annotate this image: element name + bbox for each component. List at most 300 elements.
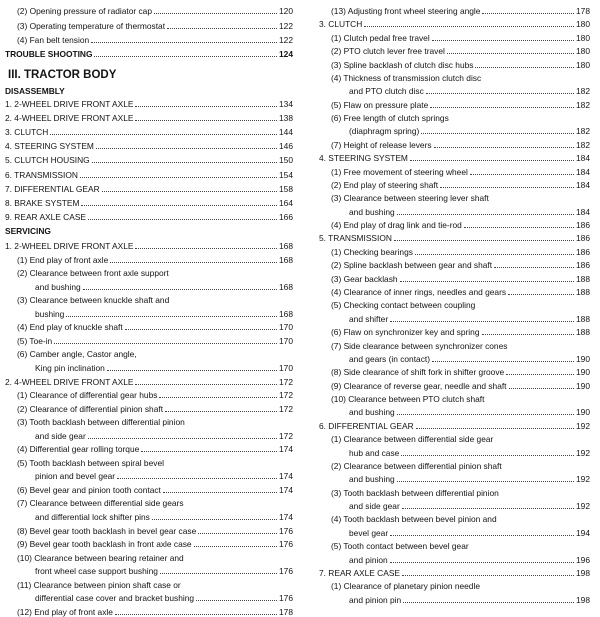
dot-leader [194,546,277,547]
page-number: 180 [576,59,590,70]
entry-title: and side gear [349,501,400,512]
toc-entry-servicing [318,247,590,257]
toc-entry-servicing [4,417,293,427]
entry-title: 4. STEERING SYSTEM [319,153,408,164]
dot-leader [88,219,277,220]
toc-entry [4,6,293,16]
dot-leader [198,533,277,534]
dot-leader [447,53,574,54]
toc-entry-servicing [318,274,590,284]
page-number: 176 [279,566,293,577]
entry-title: (4) Tooth backlash between bevel pinion and [331,514,497,525]
page-number: 198 [576,567,590,578]
toc-entry-disassembly [4,198,293,208]
entry-title: and bushing [349,407,395,418]
entry-title: (4) End play of knuckle shaft [17,322,123,333]
page-number: 188 [576,286,590,297]
page-number: 178 [576,6,590,16]
toc-entry-servicing [318,314,590,324]
toc-entry-servicing [318,514,590,524]
toc-entry-servicing [4,268,293,278]
toc-entry-servicing [318,86,590,96]
toc-entry-disassembly [4,184,293,194]
entry-title: and pinion [349,554,388,565]
page-number: 188 [576,273,590,284]
entry-title: (2) Clearance of differential pinion shaft [17,403,164,414]
entry-title: (8) Side clearance of shift fork in shifter groove [331,367,505,378]
entry-title: and pinion pin [349,594,402,605]
page-number: 172 [279,390,293,401]
entry-title: 9. REAR AXLE CASE [5,211,86,222]
entry-title: 3. CLUTCH [319,19,363,30]
toc-entry-servicing [318,595,590,605]
toc-entry-servicing [318,153,590,163]
entry-title: 2. 4-WHEEL DRIVE FRONT AXLE [5,113,134,124]
toc-entry-servicing [318,220,590,230]
entry-title: 1. 2-WHEEL DRIVE FRONT AXLE [5,241,134,251]
dot-leader [154,13,277,14]
entry-title: (7) Height of release levers [331,139,432,150]
dot-leader [91,42,277,43]
page-number: 172 [279,430,293,441]
page-number: 182 [576,99,590,110]
entry-title: (2) Clearance between front axle support [17,268,169,279]
toc-entry-disassembly [4,113,293,123]
entry-title: (1) Free movement of steering wheel [331,166,468,177]
toc-entry-servicing [4,580,293,590]
toc-entry-servicing [318,421,590,431]
toc-entry-servicing [318,33,590,43]
entry-title: 1. 2-WHEEL DRIVE FRONT AXLE [5,99,134,109]
entry-title: (13) Adjusting front wheel steering angle [331,6,481,16]
page-number: 194 [576,527,590,538]
toc-entry-servicing [318,488,590,498]
toc-entry-servicing [318,461,590,471]
page-number: 174 [279,471,293,482]
toc-entry-servicing [318,501,590,511]
dot-leader [83,289,277,290]
entry-title: bushing [35,308,65,319]
page-number: 168 [279,241,293,251]
entry-title: (3) Tooth backlash between differential pinion [17,417,185,428]
page-number: 176 [279,539,293,550]
entry-title: and side gear [35,430,86,441]
entry-title: (7) Side clearance between synchronizer cones [331,340,508,351]
entry-title: (9) Clearance of reverse gear, needle and shaft [331,380,507,391]
page-number: 192 [576,447,590,458]
page-number: 120 [279,6,293,16]
servicing-heading: SERVICING [5,226,51,236]
toc-entry-servicing [4,309,293,319]
toc-entry-disassembly [4,155,293,165]
dot-leader [390,562,574,563]
toc-entry-servicing [4,485,293,495]
toc-entry-servicing [318,233,590,243]
page-number: 154 [279,169,293,180]
toc-entry-servicing [318,207,590,217]
entry-title: (4) Fan belt tension [17,35,90,45]
dot-leader [390,321,574,322]
entry-title: TROUBLE SHOOTING [5,49,93,59]
dot-leader [475,67,574,68]
toc-entry-servicing [318,60,590,70]
toc-entry [4,35,293,45]
entry-title: (2) Opening pressure of radiator cap [17,6,153,16]
entry-title: (6) Flaw on synchronizer key and spring [331,327,480,338]
dot-leader [494,267,574,268]
toc-entry-servicing [4,498,293,508]
page-number: 184 [576,153,590,164]
toc-entry-servicing [4,526,293,536]
page-number: 182 [576,139,590,150]
page-number: 170 [279,322,293,333]
entry-title: bevel gear [349,527,389,538]
page-number: 178 [279,606,293,617]
page-number: 198 [576,594,590,605]
toc-entry-servicing [4,553,293,563]
dot-leader [397,414,574,415]
dot-leader [110,262,277,263]
dot-leader [426,93,574,94]
page-number: 186 [576,220,590,231]
page-number: 166 [279,211,293,222]
dot-leader [508,294,574,295]
entry-title: (8) Bevel gear tooth backlash in bevel gear case [17,525,197,536]
dot-leader [509,388,574,389]
page-number: 174 [279,512,293,522]
page-number: 164 [279,197,293,208]
entry-title: (12) End play of front axle [17,606,113,617]
dot-leader [421,133,574,134]
entry-title: (3) Tooth backlash between differential pinion [331,487,499,498]
toc-entry-servicing [4,431,293,441]
page-number: 186 [576,246,590,257]
page-number: 172 [279,403,293,414]
dot-leader [165,411,277,412]
page-number: 158 [279,183,293,194]
entry-title: and differential lock shifter pins [35,512,150,522]
toc-entry-servicing [318,474,590,484]
entry-title: 5. CLUTCH HOUSING [5,155,90,166]
toc-entry-servicing [4,377,293,387]
disassembly-heading: DISASSEMBLY [5,86,65,96]
dot-leader [390,535,574,536]
page-number: 174 [279,484,293,495]
entry-title: (diaphragm spring) [349,126,420,137]
toc-entry-servicing [318,541,590,551]
toc-entry-disassembly [4,141,293,151]
dot-leader [96,148,277,149]
dot-leader [402,508,574,509]
dot-leader [432,40,574,41]
entry-title: (10) Clearance between bearing retainer and [17,552,184,563]
toc-entry-disassembly [4,127,293,137]
page-number: 138 [279,113,293,124]
page-number: 134 [279,99,293,109]
dot-leader [152,519,277,520]
entry-title: (3) Clearance between knuckle shaft and [17,295,170,306]
dot-leader [102,191,277,192]
dot-leader [464,227,574,228]
dot-leader [430,107,574,108]
toc-entry-servicing [318,140,590,150]
toc-entry-servicing [318,434,590,444]
dot-leader [432,361,574,362]
entry-title: (1) Clearance of planetary pinion needle [331,581,480,592]
entry-title: (2) End play of steering shaft [331,179,439,190]
page-number: 184 [576,206,590,217]
page-number: 182 [576,126,590,137]
entry-title: (6) Free length of clutch springs [331,113,449,124]
toc-entry-servicing [4,471,293,481]
entry-title: front wheel case support bushing [35,566,158,577]
page-number: 190 [576,407,590,418]
toc-entry-servicing [4,390,293,400]
dot-leader [482,334,575,335]
dot-leader [135,120,277,121]
entry-title: and bushing [35,281,81,292]
page-number: 168 [279,281,293,292]
dot-leader [400,281,574,282]
page-number: 122 [279,35,293,45]
dot-leader [92,162,277,163]
toc-entry-servicing [318,581,590,591]
entry-title: and shifter [349,313,389,324]
dot-leader [401,455,574,456]
entry-title: (1) Checking bearings [331,246,413,257]
toc-entry-servicing [318,167,590,177]
page-number: 188 [576,327,590,338]
dot-leader [470,174,574,175]
dot-leader [434,147,574,148]
page-number: 180 [576,19,590,30]
toc-entry-servicing [318,394,590,404]
entry-title: hub and case [349,447,400,458]
entry-title: 2. 4-WHEEL DRIVE FRONT AXLE [5,376,134,387]
entry-title: and gears (in contact) [349,353,431,364]
page-number: 176 [279,593,293,604]
toc-entry-servicing [318,193,590,203]
toc-entry-disassembly [4,212,293,222]
entry-title: (5) Checking contact between coupling [331,300,476,311]
page-number: 172 [279,376,293,387]
toc-entry-servicing [4,322,293,332]
toc-entry-servicing [4,444,293,454]
page-number: 192 [576,420,590,431]
entry-title: and bushing [349,474,395,485]
toc-entry-servicing [318,287,590,297]
toc-entry-servicing [318,367,590,377]
page-number: 186 [576,233,590,244]
page-number: 190 [576,367,590,378]
toc-entry-servicing [4,539,293,549]
toc-entry-servicing [4,512,293,522]
entry-title: (2) Clearance between differential pinion shaft [331,460,502,471]
entry-title: 7. DIFFERENTIAL GEAR [5,183,100,194]
entry-title: (5) Tooth contact between bevel gear [331,541,469,552]
entry-title: and PTO clutch disc [349,86,424,97]
page-number: 122 [279,21,293,31]
page-number: 190 [576,380,590,391]
page-number: 184 [576,166,590,177]
dot-leader [117,478,277,479]
entry-title: (5) Toe-in [17,335,53,346]
dot-leader [94,56,277,57]
entry-title: (6) Camber angle, Castor angle, [17,349,137,360]
entry-title: 7. REAR AXLE CASE [319,567,400,578]
dot-leader [364,26,574,27]
page-number: 180 [576,32,590,43]
dot-leader [196,600,277,601]
entry-title: (3) Gear backlash [331,273,398,284]
toc-entry-servicing [4,349,293,359]
page-number: 196 [576,554,590,565]
toc-entry-servicing [4,282,293,292]
page-number: 150 [279,155,293,166]
dot-leader [160,573,277,574]
dot-leader [81,205,277,206]
page-number: 146 [279,141,293,152]
page-number: 192 [576,474,590,485]
entry-title: (1) End play of front axle [17,254,109,265]
toc-entry-servicing [318,555,590,565]
toc-entry-servicing [318,260,590,270]
page-number: 176 [279,525,293,536]
dot-leader [410,160,574,161]
toc-entry-servicing [318,73,590,83]
toc-entry-servicing [318,327,590,337]
toc-entry-servicing [318,528,590,538]
dot-leader [66,316,277,317]
entry-title: (10) Clearance between PTO clutch shaft [331,394,485,405]
dot-leader [415,254,574,255]
dot-leader [50,134,277,135]
dot-leader [135,106,277,107]
toc-entry-servicing [318,407,590,417]
entry-title: 5. TRANSMISSION [319,233,392,244]
toc-entry-servicing [4,593,293,603]
page-number: 174 [279,444,293,455]
entry-title: 4. STEERING SYSTEM [5,141,94,152]
toc-entry-servicing [318,354,590,364]
toc-entry-servicing [318,300,590,310]
toc-entry [4,21,293,31]
entry-title: (5) Tooth backlash between spiral bevel [17,457,164,468]
entry-title: and bushing [349,206,395,217]
entry-title: differential case cover and bracket bushing [35,593,195,604]
entry-title: (3) Spline backlash of clutch disc hubs [331,59,474,70]
entry-title: (2) PTO clutch lever free travel [331,46,445,57]
entry-title: (7) Clearance between differential side gears [17,498,184,509]
dot-leader [54,343,277,344]
toc-entry-disassembly [4,99,293,109]
entry-title: (9) Bevel gear tooth backlash in front axle case [17,539,192,550]
dot-leader [167,28,277,29]
toc-entry-servicing [4,404,293,414]
entry-title: (3) Clearance between steering lever shaft [331,193,489,204]
page-number: 168 [279,254,293,265]
dot-leader [135,248,277,249]
toc-entry-servicing [318,341,590,351]
dot-leader [506,374,574,375]
entry-title: (2) Spline backlash between gear and shaft [331,260,493,271]
page-number: 192 [576,501,590,512]
toc-entry-servicing [4,363,293,373]
toc-entry-servicing [318,6,590,16]
toc-entry-disassembly [4,170,293,180]
page-number: 184 [576,179,590,190]
toc-entry-servicing [4,255,293,265]
toc-entry-servicing [318,126,590,136]
section-title: III. TRACTOR BODY [8,69,117,81]
page-number: 168 [279,308,293,319]
entry-title: (1) Clearance of differential gear hubs [17,390,158,401]
entry-title: 3. CLUTCH [5,127,49,138]
dot-leader [402,575,574,576]
toc-entry-servicing [318,568,590,578]
page-number: 180 [576,46,590,57]
entry-title: (1) Clearance between differential side gear [331,434,494,445]
entry-title: 6. TRANSMISSION [5,169,78,180]
page-number: 124 [279,49,293,59]
dot-leader [440,187,574,188]
toc-entry-servicing [318,448,590,458]
toc-entry-servicing [4,336,293,346]
dot-leader [416,428,574,429]
dot-leader [394,240,574,241]
page-number: 170 [279,362,293,373]
toc-entry-trouble-shooting [4,49,293,59]
toc-entry-servicing [4,607,293,617]
entry-title: (4) Thickness of transmission clutch disc [331,72,482,83]
toc-entry-servicing [318,46,590,56]
entry-title: pinion and bevel gear [35,471,116,482]
page-number: 170 [279,335,293,346]
dot-leader [159,397,277,398]
page-number: 186 [576,260,590,271]
toc-entry-servicing [4,566,293,576]
page-number: 144 [279,127,293,138]
entry-title: (3) Operating temperature of thermostat [17,21,166,31]
page-number: 182 [576,86,590,97]
entry-title: King pin inclination [35,362,105,373]
page-number: 190 [576,353,590,364]
toc-entry-servicing [318,180,590,190]
toc-entry-servicing [4,295,293,305]
dot-leader [397,481,574,482]
dot-leader [107,370,277,371]
entry-title: (4) Differential gear rolling torque [17,444,140,455]
dot-leader [125,329,277,330]
entry-title: (1) Clutch pedal free travel [331,32,430,43]
toc-entry-servicing [4,241,293,251]
entry-title: (4) End play of drag link and tie-rod [331,220,462,231]
page-number: 188 [576,313,590,324]
dot-leader [135,384,277,385]
toc-entry-servicing [4,458,293,468]
toc-entry-servicing [318,19,590,29]
entry-title: 6. DIFFERENTIAL GEAR [319,420,414,431]
dot-leader [141,451,277,452]
dot-leader [403,602,574,603]
entry-title: (4) Clearance of inner rings, needles and gears [331,286,507,297]
toc-entry-servicing [318,113,590,123]
dot-leader [80,177,277,178]
dot-leader [163,492,277,493]
toc-entry-servicing [318,100,590,110]
entry-title: (11) Clearance between pinion shaft case or [17,579,181,590]
toc-entry-servicing [318,381,590,391]
